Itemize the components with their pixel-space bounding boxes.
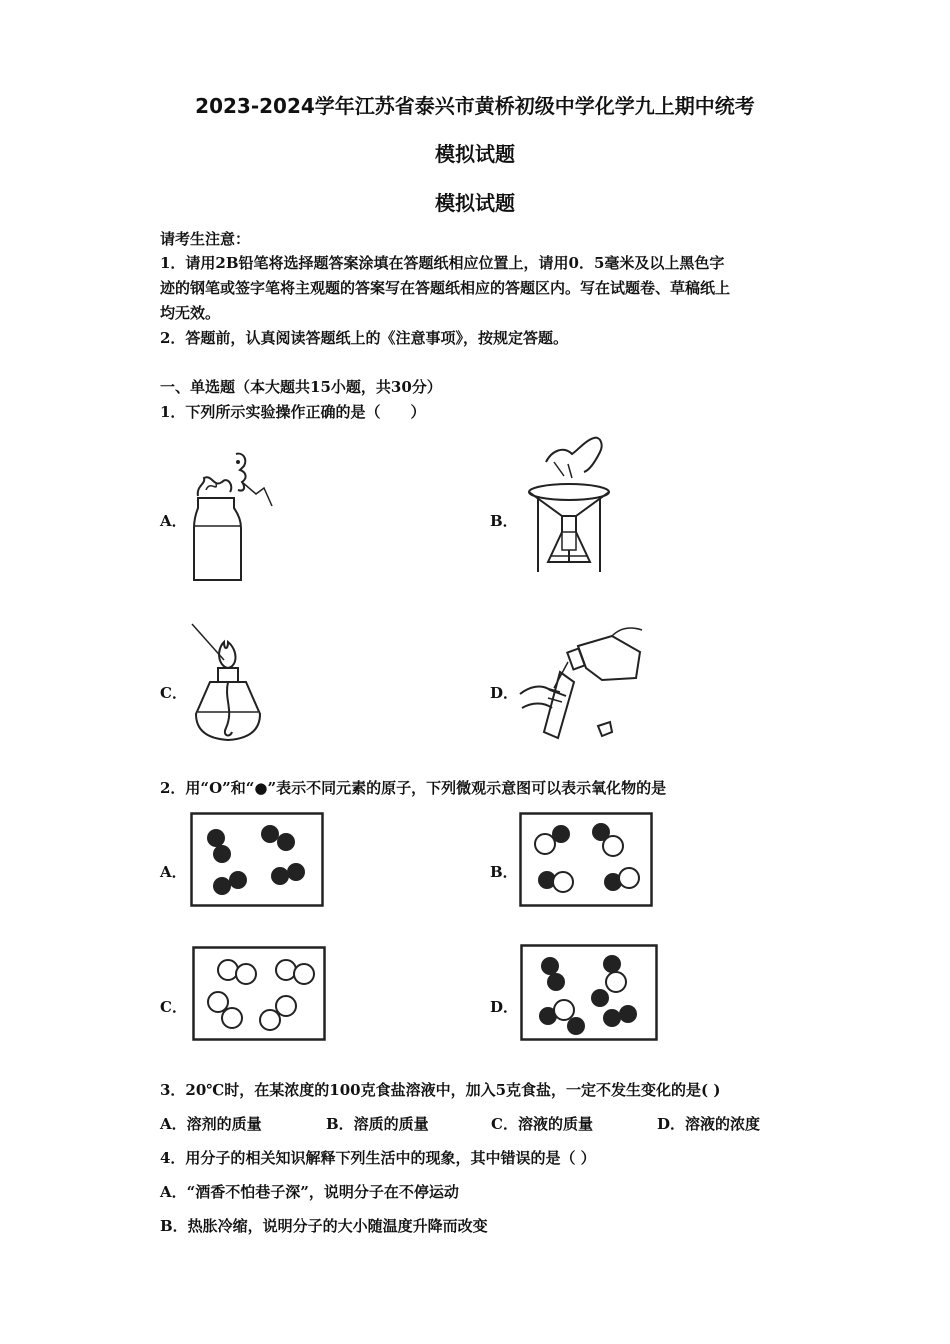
q3-option-a: A．溶剂的质量 xyxy=(160,1115,262,1133)
q2-option-d-label: D． xyxy=(490,998,519,1016)
q2-figure-a-molecules xyxy=(190,812,324,908)
q3-option-d: D．溶液的浓度 xyxy=(657,1115,761,1133)
q1-option-a-label: A． xyxy=(160,512,187,530)
notice-heading: 请考生注意： xyxy=(160,230,251,248)
q1-figure-d-pouring-liquid xyxy=(516,622,648,742)
notice-item2: 2．答题前，认真阅读答题纸上的《注意事项》，按规定答题。 xyxy=(160,329,568,347)
q2-option-c-label: C． xyxy=(160,998,187,1016)
exam-title-line1: 2023-2024学年江苏省泰兴市黄桥初级中学化学九上期中统考 xyxy=(195,94,755,118)
q4-option-b: B．热胀冷缩，说明分子的大小随温度升降而改变 xyxy=(160,1217,488,1235)
q1-option-d-label: D． xyxy=(490,684,519,702)
notice-item1-line1: 1．请用2B铅笔将选择题答案涂填在答题纸相应位置上，请用0．5毫米及以上黑色字 xyxy=(160,254,725,272)
question-1-stem: 1．下列所示实验操作正确的是（ ） xyxy=(160,403,426,421)
question-2-stem: 2．用“O”和“●”表示不同元素的原子，下列微观示意图可以表示氧化物的是 xyxy=(160,779,667,797)
q1-figure-b-funnel-filtration xyxy=(524,432,614,580)
exam-title-line2: 模拟试题 xyxy=(435,142,515,166)
q2-option-b-label: B． xyxy=(490,863,518,881)
section-heading: 一、单选题（本大题共15小题，共30分） xyxy=(160,378,442,396)
q2-option-a-label: A． xyxy=(160,863,187,881)
q4-option-a: A．“酒香不怕巷子深”，说明分子在不停运动 xyxy=(160,1183,459,1201)
q2-figure-b-molecules xyxy=(519,812,653,908)
q2-figure-d-molecules xyxy=(520,944,658,1042)
question-4-stem: 4．用分子的相关知识解释下列生活中的现象，其中错误的是（ ） xyxy=(160,1149,596,1167)
notice-item1-line2: 迹的钢笔或签字笔将主观题的答案写在答题纸相应的答题区内。写在试题卷、草稿纸上 xyxy=(160,279,731,297)
q3-option-b: B．溶质的质量 xyxy=(326,1115,429,1133)
exam-title-line3: 模拟试题 xyxy=(435,191,515,215)
q1-figure-c-alcohol-lamp xyxy=(188,620,264,748)
notice-item1-line3: 均无效。 xyxy=(160,304,221,322)
question-3-stem: 3．20℃时，在某浓度的100克食盐溶液中，加入5克食盐，一定不发生变化的是( ) xyxy=(160,1081,721,1099)
q1-figure-a-smelling-gas xyxy=(186,448,276,586)
q3-option-c: C．溶液的质量 xyxy=(491,1115,593,1133)
q1-option-b-label: B． xyxy=(490,512,518,530)
q1-option-c-label: C． xyxy=(160,684,187,702)
q2-figure-c-molecules xyxy=(192,946,326,1042)
